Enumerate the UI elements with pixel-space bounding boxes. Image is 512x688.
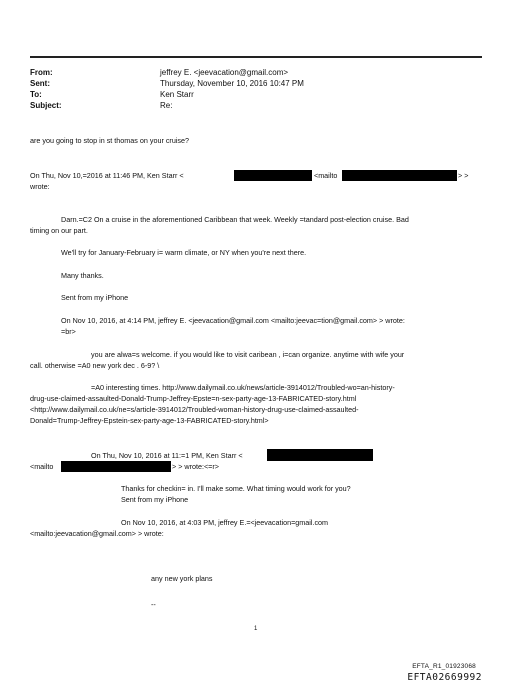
redaction-bar — [61, 461, 171, 472]
body-line: call. otherwise =A0 new york dec . 6-9? \ — [30, 361, 160, 370]
quote-header-wrote: wrote: — [30, 182, 50, 191]
body-line: Donald=Trump-Jeffrey-Epstein-sex-party-age-13-FABRICATED-story.html> — [30, 416, 269, 425]
quote-header-line: On Nov 10, 2016, at 4:14 PM, jeffrey E. <jeevacation@gmail.com <mailto:jeevac=tion@gmail.com> > wrote: — [61, 316, 405, 325]
from-value: jeffrey E. <jeevacation@gmail.com> — [160, 68, 289, 77]
header-subject-row — [30, 100, 430, 111]
subject-label: Subject: — [30, 101, 62, 110]
footer-id-small: EFTA_R1_01923068 — [412, 663, 476, 670]
body-line: Sent from my iPhone — [121, 495, 189, 504]
body-line: Many thanks. — [61, 271, 104, 280]
header-to-row — [30, 89, 430, 100]
quote-header-wrote: > > wrote:<=r> — [172, 462, 219, 471]
body-line: Darn.=C2 On a cruise in the aforementioned Caribbean that week. Weekly =tandard post-election cruise. Bad — [61, 215, 409, 224]
redaction-bar — [267, 449, 373, 461]
from-label: From: — [30, 68, 53, 77]
to-value: Ken Starr — [160, 90, 194, 99]
quote-header-line: On Thu, Nov 10, 2016 at 11:=1 PM, Ken Starr < — [91, 451, 243, 460]
header-from-row — [30, 67, 430, 78]
sent-label: Sent: — [30, 79, 50, 88]
body-line: are you going to stop in st thomas on your cruise? — [30, 136, 190, 145]
redaction-bar — [342, 170, 457, 181]
quote-header-line: <mailto:jeevacation@gmail.com> > wrote: — [30, 529, 164, 538]
body-line: drug-use-claimed-assaulted-Donald-Trump-Jeffrey-Epste=n-sex-party-age-13-FABRICATED-story.html — [30, 394, 357, 403]
body-line: <http://www.dailymail.co.uk/ne=s/article-3914012/Troubled-woman-history-drug-use-claimed-assaulted- — [30, 405, 359, 414]
body-line: =A0 interesting times. http://www.dailymail.co.uk/news/article-3914012/Troubled-wo=an-history- — [91, 383, 395, 392]
body-line: Sent from my iPhone — [61, 293, 129, 302]
body-line: =br> — [61, 327, 76, 336]
body-line: you are alwa=s welcome. if you would like to visit caribean , i=can organize. anytime with wife your — [91, 350, 405, 359]
body-line: any new york plans — [151, 574, 213, 583]
quote-header-mailto: <mailto — [314, 171, 338, 180]
page-number: 1 — [254, 626, 258, 632]
subject-value: Re: — [160, 101, 173, 110]
quote-header-mailto: <mailto — [30, 462, 54, 471]
signature-dashes: -- — [151, 600, 156, 609]
body-line: timing on our part. — [30, 226, 88, 235]
footer-id-large: EFTA02669992 — [407, 672, 482, 683]
quote-header-line: On Thu, Nov 10,=2016 at 11:46 PM, Ken Starr < — [30, 171, 184, 180]
quote-header-line: On Nov 10, 2016, at 4:03 PM, jeffrey E.=<jeevacation=gmail.com — [121, 518, 329, 527]
header-divider — [30, 56, 482, 58]
header-sent-row — [30, 78, 430, 89]
body-line: Thanks for checkin= in. I'll make some. What timing would work for you? — [121, 484, 351, 493]
body-line: We'll try for January-February i= warm climate, or NY when you're next there. — [61, 248, 307, 257]
redaction-bar — [234, 170, 312, 181]
quote-header-end: > > — [458, 171, 469, 180]
to-label: To: — [30, 90, 42, 99]
sent-value: Thursday, November 10, 2016 10:47 PM — [160, 79, 304, 88]
